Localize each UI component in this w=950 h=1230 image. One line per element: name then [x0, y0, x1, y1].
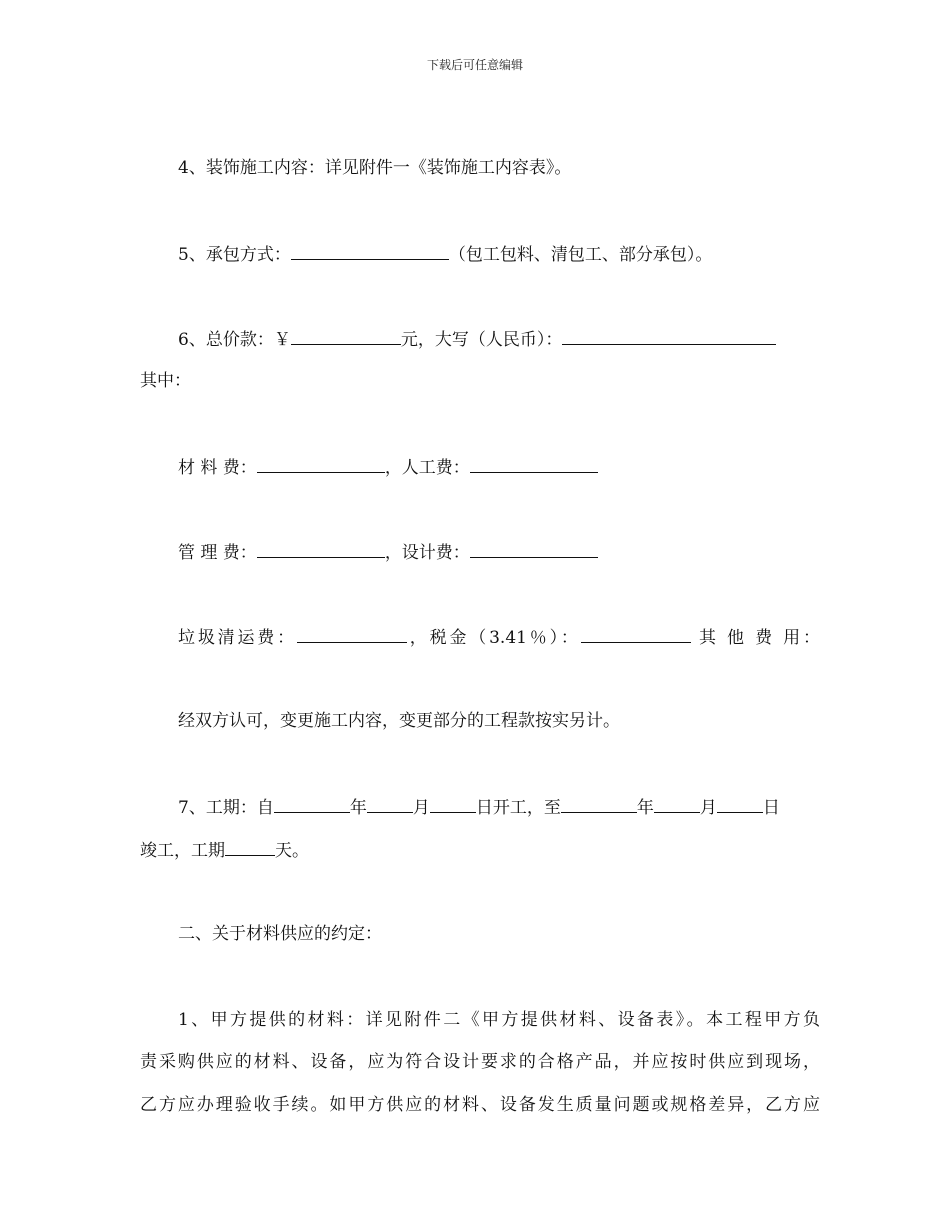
duration-days-blank[interactable]	[225, 837, 275, 856]
start-month-blank[interactable]	[367, 794, 413, 813]
end-year-blank[interactable]	[561, 794, 637, 813]
labor-fee-blank[interactable]	[470, 454, 598, 473]
section-2-para-line-3: 乙方应办理验收手续。如甲方供应的材料、设备发生质量问题或规格差异，乙方应	[140, 1095, 820, 1115]
item-7-day-start: 日开工，至	[475, 798, 561, 818]
design-fee-label: ，设计费：	[384, 543, 470, 563]
management-fee-blank[interactable]	[257, 539, 385, 558]
end-day-blank[interactable]	[717, 794, 763, 813]
section-2-para-line-1: 1、甲方提供的材料：详见附件二《甲方提供材料、设备表》。本工程甲方负	[178, 1010, 820, 1030]
item-5	[178, 241, 820, 267]
design-fee-blank[interactable]	[470, 539, 598, 558]
item-7-month2: 月	[699, 798, 717, 818]
item-5-suffix: （包工包料、清包工、部分承包）。	[448, 245, 713, 265]
item-7-year2: 年	[636, 798, 654, 818]
section-2-title: 二、关于材料供应的约定：	[178, 924, 382, 944]
garbage-fee-blank[interactable]	[297, 624, 407, 643]
tax-label: ，税金（3.41％）：	[406, 628, 581, 648]
fee-material-line	[178, 454, 820, 480]
item-6	[178, 326, 820, 352]
item-7-cont-prefix: 竣工，工期	[140, 841, 225, 861]
item-7-year: 年	[349, 798, 367, 818]
fee-garbage-line	[178, 624, 820, 650]
section-2-para-line-2: 责采购供应的材料、设备，应为符合设计要求的合格产品，并应按时供应到现场，	[140, 1052, 820, 1072]
item-6-prefix: 6、总价款：￥	[178, 330, 291, 350]
item-6-mid: 元，大写（人民币）：	[400, 330, 563, 350]
total-price-words-blank[interactable]	[562, 326, 776, 345]
item-7-month: 月	[412, 798, 430, 818]
labor-fee-label: ，人工费：	[384, 458, 470, 478]
fee-management-line	[178, 539, 820, 565]
end-month-blank[interactable]	[654, 794, 700, 813]
garbage-fee-label: 垃圾清运费：	[178, 628, 297, 648]
item-7	[178, 794, 820, 820]
item-7-day-end: 日	[762, 798, 780, 818]
other-fee-label: 其 他 费 用：	[699, 628, 820, 648]
material-fee-blank[interactable]	[257, 454, 385, 473]
item-6-continuation: 其中：	[140, 371, 191, 391]
material-fee-label: 材 料 费：	[178, 458, 257, 478]
page-header-note: 下载后可任意编辑	[426, 58, 523, 72]
management-fee-label: 管 理 费：	[178, 543, 257, 563]
item-7-continuation	[140, 837, 820, 863]
contract-type-blank[interactable]	[291, 241, 449, 260]
item-7-prefix: 7、工期：自	[178, 798, 274, 818]
item-5-prefix: 5、承包方式：	[178, 245, 291, 265]
tax-blank[interactable]	[581, 624, 691, 643]
item-4: 4、装饰施工内容：详见附件一《装饰施工内容表》。	[178, 158, 572, 178]
change-note: 经双方认可，变更施工内容，变更部分的工程款按实另计。	[178, 711, 620, 731]
start-year-blank[interactable]	[274, 794, 350, 813]
start-day-blank[interactable]	[430, 794, 476, 813]
total-price-blank[interactable]	[291, 326, 401, 345]
item-7-cont-suffix: 天。	[275, 841, 309, 861]
